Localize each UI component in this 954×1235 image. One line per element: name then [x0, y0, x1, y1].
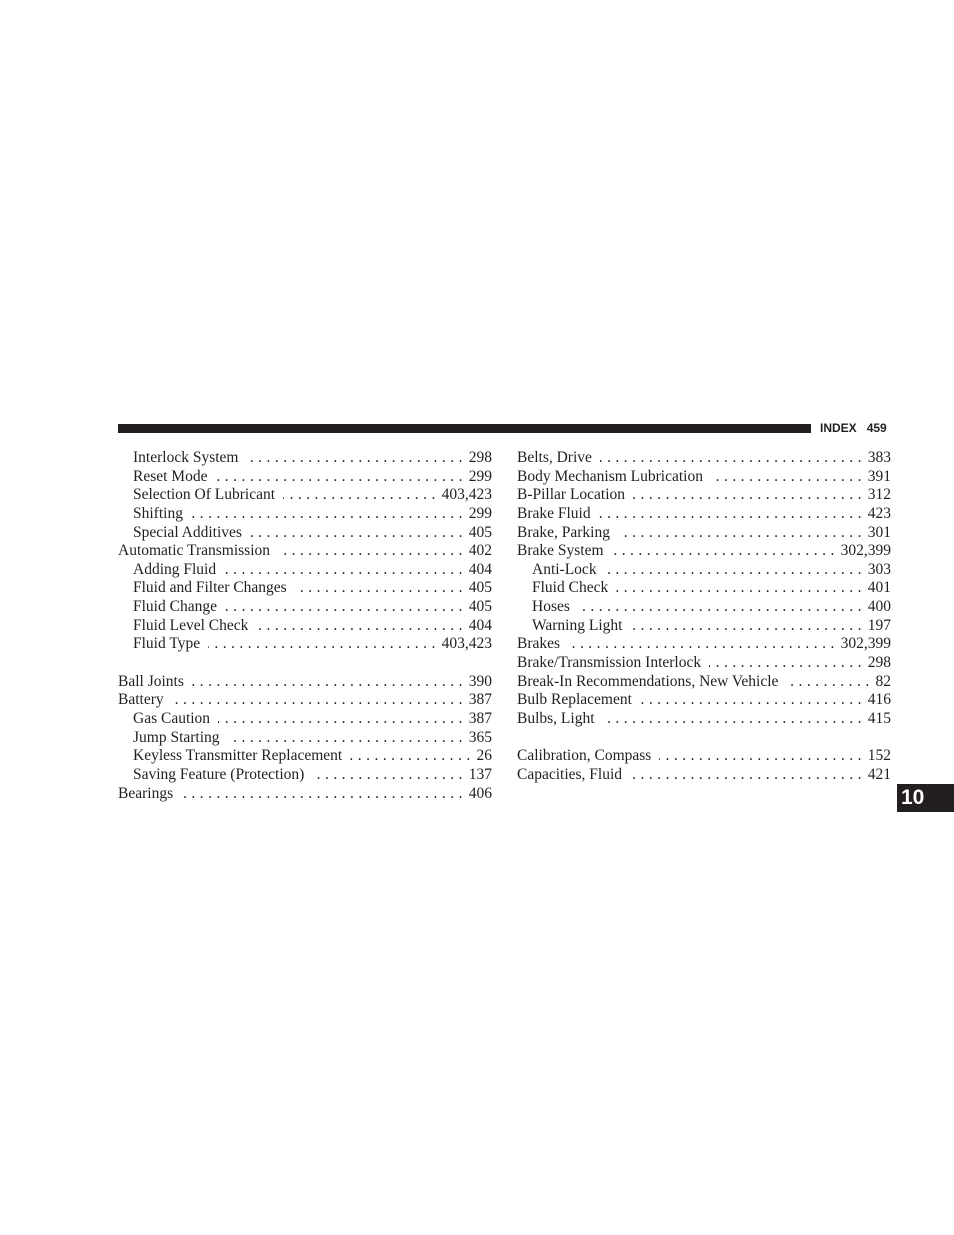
index-subentry: [118, 449, 492, 468]
index-subentry: [118, 561, 492, 580]
index-subentry: [118, 486, 492, 505]
entry-label: Adding Fluid: [133, 560, 217, 578]
index-subentry: [118, 579, 492, 598]
dot-leader: [603, 710, 862, 729]
entry-label: Saving Feature (Protection): [133, 765, 305, 783]
entry-label: Shifting: [133, 504, 183, 522]
entry-label: Hoses: [532, 598, 570, 616]
entry-page-ref: 416: [867, 691, 891, 709]
entry-label: Selection Of Lubricant: [133, 486, 276, 504]
dot-leader: [350, 747, 470, 766]
index-entry: [517, 654, 891, 673]
dot-leader: [250, 524, 463, 543]
entry-label: Fluid and Filter Changes: [133, 579, 287, 597]
dot-leader: [578, 598, 862, 617]
index-entry: [517, 486, 891, 505]
entry-page-ref: 302,399: [840, 635, 891, 653]
entry-page-ref: 152: [867, 747, 891, 765]
dot-leader: [605, 561, 862, 580]
dot-leader: [172, 691, 463, 710]
index-subentry: [118, 635, 492, 654]
dot-leader: [278, 542, 463, 561]
entry-label: B-Pillar Location: [517, 486, 626, 504]
dot-leader: [711, 468, 862, 487]
entry-label: Brakes: [517, 635, 561, 653]
dot-leader: [192, 673, 463, 692]
entry-page-ref: 301: [867, 523, 891, 541]
header-rule: [118, 424, 811, 433]
entry-label: Fluid Change: [133, 598, 217, 616]
index-subentry: [118, 468, 492, 487]
entry-spacer: [517, 729, 891, 748]
index-entry: [118, 542, 492, 561]
dot-leader: [208, 635, 436, 654]
index-entry: [118, 691, 492, 710]
entry-label: Belts, Drive: [517, 449, 592, 466]
index-subentry: [517, 617, 891, 636]
index-entry: [517, 449, 891, 468]
entry-label: Brake/Transmission Interlock: [517, 654, 702, 672]
dot-leader: [191, 505, 463, 524]
entry-label: Jump Starting: [133, 728, 220, 746]
dot-leader: [630, 617, 861, 636]
entry-label: Special Additives: [133, 523, 242, 541]
entry-page-ref: 299: [468, 467, 492, 485]
entry-page-ref: 312: [867, 486, 891, 504]
index-entry: [517, 766, 891, 785]
entry-page-ref: 403,423: [441, 486, 492, 504]
index-entry: [517, 635, 891, 654]
entry-page-ref: 365: [468, 728, 492, 746]
running-header: [820, 420, 892, 436]
dot-leader: [218, 710, 463, 729]
entry-label: Warning Light: [532, 616, 623, 634]
index-subentry: [118, 747, 492, 766]
index-subentry: [517, 598, 891, 617]
dot-leader: [224, 561, 463, 580]
dot-leader: [640, 691, 862, 710]
entry-page-ref: 387: [468, 709, 492, 727]
entry-label: Fluid Check: [532, 579, 609, 597]
index-subentry: [118, 524, 492, 543]
index-entry: [517, 710, 891, 729]
entry-page-ref: 26: [476, 747, 492, 765]
chapter-tab: 10: [897, 784, 954, 812]
entry-page-ref: 298: [867, 654, 891, 672]
dot-leader: [246, 449, 462, 468]
index-entry: [517, 524, 891, 543]
dot-leader: [659, 747, 861, 766]
dot-leader: [612, 542, 835, 561]
dot-leader: [600, 449, 862, 468]
index-entry: [517, 691, 891, 710]
entry-label: Bearings: [118, 784, 174, 802]
entry-page-ref: 401: [867, 579, 891, 597]
dot-leader: [630, 766, 862, 785]
entry-label: Brake System: [517, 542, 604, 560]
entry-page-ref: 197: [867, 616, 891, 634]
dot-leader: [599, 505, 862, 524]
entry-page-ref: 391: [867, 467, 891, 485]
dot-leader: [618, 524, 862, 543]
entry-page-ref: 415: [867, 709, 891, 727]
dot-leader: [786, 673, 869, 692]
entry-label: Keyless Transmitter Replacement: [133, 747, 343, 765]
dot-leader: [283, 486, 436, 505]
entry-page-ref: 404: [468, 560, 492, 578]
index-subentry: [118, 598, 492, 617]
entry-label: Ball Joints: [118, 672, 184, 690]
dot-leader: [709, 654, 862, 673]
entry-page-ref: 298: [468, 449, 492, 466]
entry-page-ref: 299: [468, 504, 492, 522]
index-subentry: [118, 505, 492, 524]
dot-leader: [228, 729, 463, 748]
entry-page-ref: 403,423: [441, 635, 492, 653]
dot-leader: [633, 486, 862, 505]
entry-page-ref: 421: [867, 765, 891, 783]
entry-label: Calibration, Compass: [517, 747, 652, 765]
entry-label: Bulb Replacement: [517, 691, 632, 709]
entry-label: Brake, Parking: [517, 523, 610, 541]
index-column-right: [517, 449, 891, 785]
entry-spacer: [118, 654, 492, 673]
page-number: 459: [866, 421, 887, 435]
index-subentry: [517, 561, 891, 580]
entry-page-ref: 387: [468, 691, 492, 709]
index-entry: [118, 785, 492, 804]
entry-page-ref: 423: [867, 504, 891, 522]
entry-label: Brake Fluid: [517, 504, 591, 522]
dot-leader: [616, 579, 862, 598]
entry-page-ref: 405: [468, 579, 492, 597]
index-subentry: [118, 766, 492, 785]
entry-label: Automatic Transmission: [118, 542, 271, 560]
entry-page-ref: 383: [867, 449, 891, 466]
index-subentry: [118, 729, 492, 748]
index-entry: [118, 673, 492, 692]
dot-leader: [181, 785, 463, 804]
entry-label: Reset Mode: [133, 467, 208, 485]
index-column-left: [118, 449, 492, 803]
dot-leader: [295, 579, 463, 598]
dot-leader: [256, 617, 462, 636]
entry-label: Battery: [118, 691, 164, 709]
entry-label: Interlock System: [133, 449, 239, 466]
entry-label: Bulbs, Light: [517, 709, 595, 727]
entry-label: Break-In Recommendations, New Vehicle: [517, 672, 779, 690]
index-entry: [517, 542, 891, 561]
index-entry: [517, 468, 891, 487]
entry-page-ref: 390: [468, 672, 492, 690]
index-subentry: [517, 579, 891, 598]
section-title: INDEX: [820, 421, 857, 435]
entry-label: Body Mechanism Lubrication: [517, 467, 703, 485]
index-entry: [517, 747, 891, 766]
dot-leader: [312, 766, 462, 785]
entry-label: Fluid Level Check: [133, 616, 249, 634]
entry-label: Fluid Type: [133, 635, 201, 653]
entry-label: Anti-Lock: [532, 560, 597, 578]
index-entry: [517, 505, 891, 524]
entry-page-ref: 302,399: [840, 542, 891, 560]
entry-page-ref: 405: [468, 598, 492, 616]
index-entry: [517, 673, 891, 692]
entry-page-ref: 406: [468, 784, 492, 802]
entry-page-ref: 402: [468, 542, 492, 560]
dot-leader: [568, 635, 835, 654]
entry-page-ref: 303: [867, 560, 891, 578]
entry-page-ref: 400: [867, 598, 891, 616]
entry-page-ref: 404: [468, 616, 492, 634]
dot-leader: [225, 598, 463, 617]
entry-page-ref: 82: [875, 672, 891, 690]
entry-page-ref: 405: [468, 523, 492, 541]
index-subentry: [118, 710, 492, 729]
entry-label: Capacities, Fluid: [517, 765, 623, 783]
index-subentry: [118, 617, 492, 636]
entry-page-ref: 137: [468, 765, 492, 783]
dot-leader: [215, 468, 462, 487]
entry-label: Gas Caution: [133, 709, 211, 727]
